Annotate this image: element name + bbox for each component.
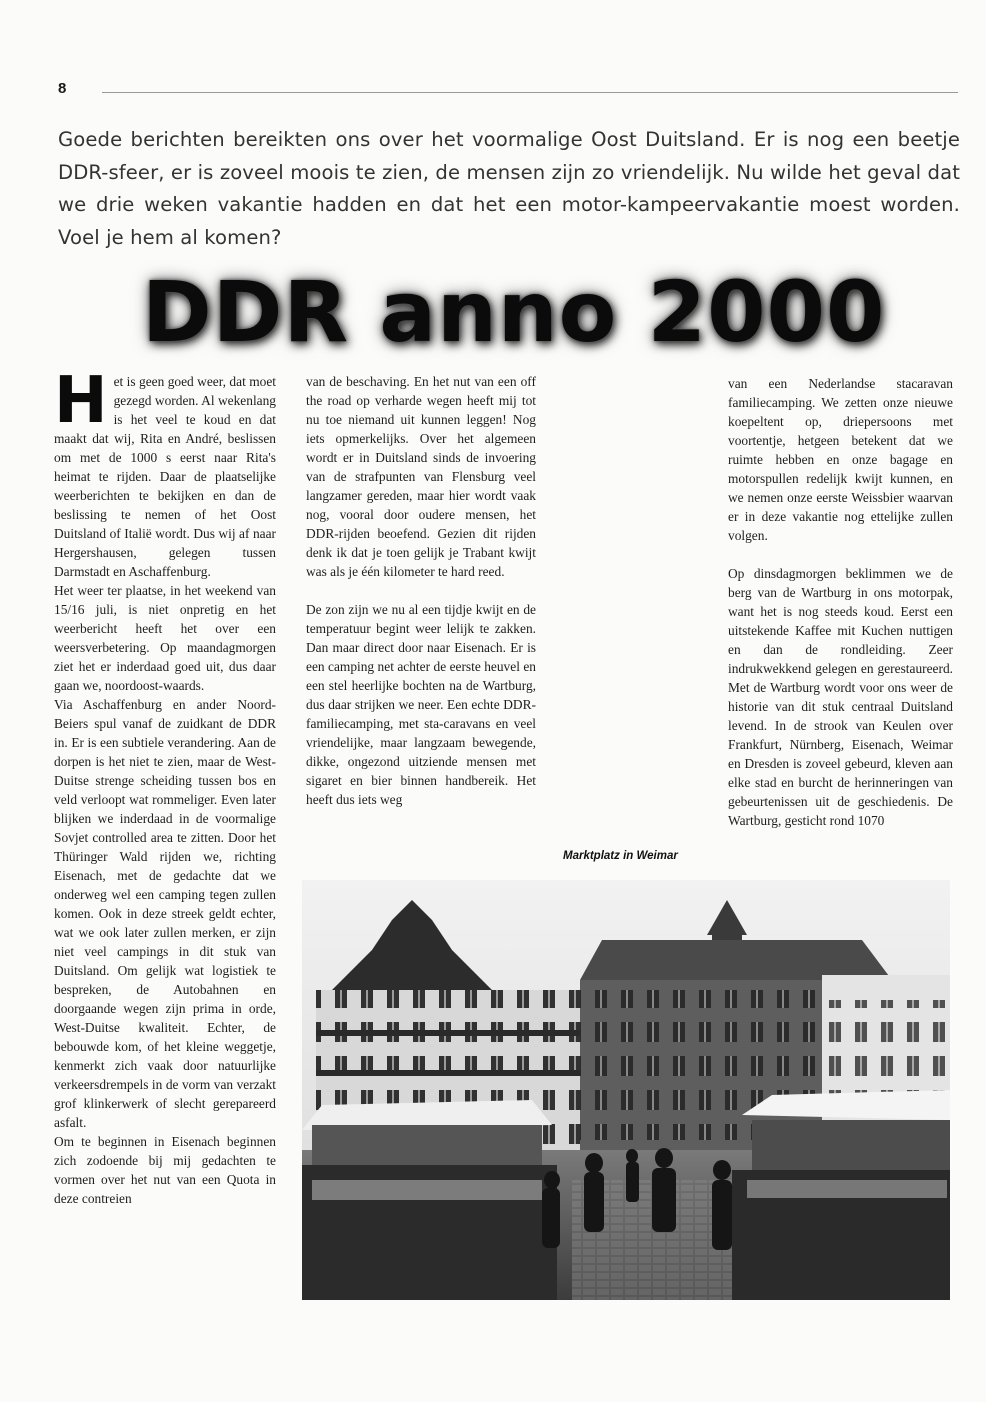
page-number: 8	[58, 80, 67, 97]
top-rule	[102, 92, 958, 93]
col1-paragraph-2: Het weer ter plaatse, in het weekend van 15/16 juli, is niet onpretig en het weerbericht heeft het over een weersverbetering. Op maandagmorgen ziet het er inderdaad goed uit, dus daar gaan we, noordoost-waards.	[54, 583, 276, 693]
headline: DDR anno 2000	[142, 263, 886, 361]
photo-caption: Marktplatz in Weimar	[563, 850, 678, 862]
column-2	[306, 372, 536, 809]
intro-paragraph: Goede berichten bereikten ons over het voormalige Oost Duitsland. Er is nog een beetje DDR-sfeer, er is zoveel moois te zien, de mensen zijn zo vriendelijk. Nu wilde het geval dat we drie weken vakantie hadden en dat het een motor-kampeervakantie moest worden. Voel je hem al komen?	[58, 128, 960, 249]
paragraph-gap	[306, 581, 536, 600]
col3-paragraph-2: Op dinsdagmorgen beklimmen we de berg van de Wartburg in ons motorpak, want het is nog steeds koud. Eerst een uitstekende Kaffee mit Kuchen nuttigen en dan de rondleiding. Zeer indrukwekkend gelegen en gerestaureerd. Met de Wartburg wordt voor ons weer de historie van dit stuk centraal Duitsland levend. In de strook van Keulen over Frankfurt, Nürnberg, Eisenach, Weimar en Dresden is zoveel gebeurd, kleven aan elke stad en burcht de herinneringen van gebeurtenissen uit de geschiedenis. De Wartburg, gesticht rond 1070	[728, 566, 953, 828]
market-square-photo	[302, 880, 950, 1300]
col1-paragraph-3: Via Aschaffenburg en ander Noord-Beiers spul vanaf de zuidkant de DDR in. Er is een subtiele verandering. Aan de dorpen is het niet te zien, maar de West-Duitse strenge scheiding tussen bos en veld verloopt wat rommeliger. Even later blijken we inderdaad in de voormalige Sovjet controlled area te zitten. Door het Thüringer Wald rijden we, richting Eisenach, met de gedachte dat we onderweg wel een camping tegen zullen komen. Ook in deze streek geldt echter, wat we ook later zullen merken, er zijn niet veel campings in dit stuk van Duitsland. Om gelijk wat logistiek te bespreken, de Autobahnen en doorgaande wegen zijn prima in orde, West-Duitse kwaliteit. Echter, de bebouwde kom, of het kleine weggetje, kenmerkt zich vaak door natuurlijke verkeersdrempels in de vorm van verzakt grof klinkerwerk of slecht gerepareerd asfalt.	[54, 697, 276, 1130]
column-3	[728, 374, 953, 830]
col1-paragraph-1: et is geen goed weer, dat moet gezegd worden. Al wekenlang is het veel te koud en dat maakt dat wij, Rita en André, beslissen om met de 1000 s eerst naar Rita's heimat te rijden. Daar de plaatselijke weerberichten te bekijken en dan de beslissing te nemen of het Oost Duitsland of Italië wordt. Dus wij af naar Hergershausen, gelegen tussen Darmstadt en Aschaffenburg.	[54, 374, 276, 579]
dropcap: H	[54, 364, 108, 438]
photo-market-square-icon	[302, 880, 950, 1300]
col3-paragraph-1: van een Nederlandse stacaravan familiecamping. We zetten onze nieuwe koepeltent op, driepersoons met voortentje, hetgeen betekent dat we ruimte hebben en onze bagage en motorspullen redelijk kwijt kunnen, en we nemen onze eerste Weissbier waarvan er in deze vakantie nog ettelijke zullen volgen.	[728, 376, 953, 543]
col1-paragraph-4: Om te beginnen in Eisenach beginnen zich zodoende bij mij gedachten te vormen over het nut van een Quota in deze contreien	[54, 1134, 276, 1206]
paragraph-gap	[728, 545, 953, 564]
col2-paragraph-1: van de beschaving. En het nut van een off the road op verharde wegen heeft mij tot nu toe niemand uit kunnen leggen! Nog iets opmerkelijks. Over het algemeen wordt er in Duitsland sinds de invoering van de strafpunten van Flensburg veel langzamer gereden, maar hier wordt vaak nog, vooral door oudere mensen, het DDR-rijden beoefend. Gezien dit rijden denk ik dat je toen gelijk je Trabant kwijt was als je één kilometer te hard reed.	[306, 374, 536, 579]
col2-paragraph-2: De zon zijn we nu al een tijdje kwijt en de temperatuur begint weer lelijk te zakken. Dan maar direct door naar Eisenach. Er is een camping net achter de eerste heuvel en een stel heerlijke bochten na de Wartburg, dus daar strijken we neer. Een echte DDR-familiecamping, met sta-caravans en veel vriendelijke, maar langzaam bewegende, dikke, ongezond uitziende mensen met sigaret en bier binnen handbereik. Het heeft dus iets weg	[306, 602, 536, 807]
column-1	[54, 364, 276, 1208]
